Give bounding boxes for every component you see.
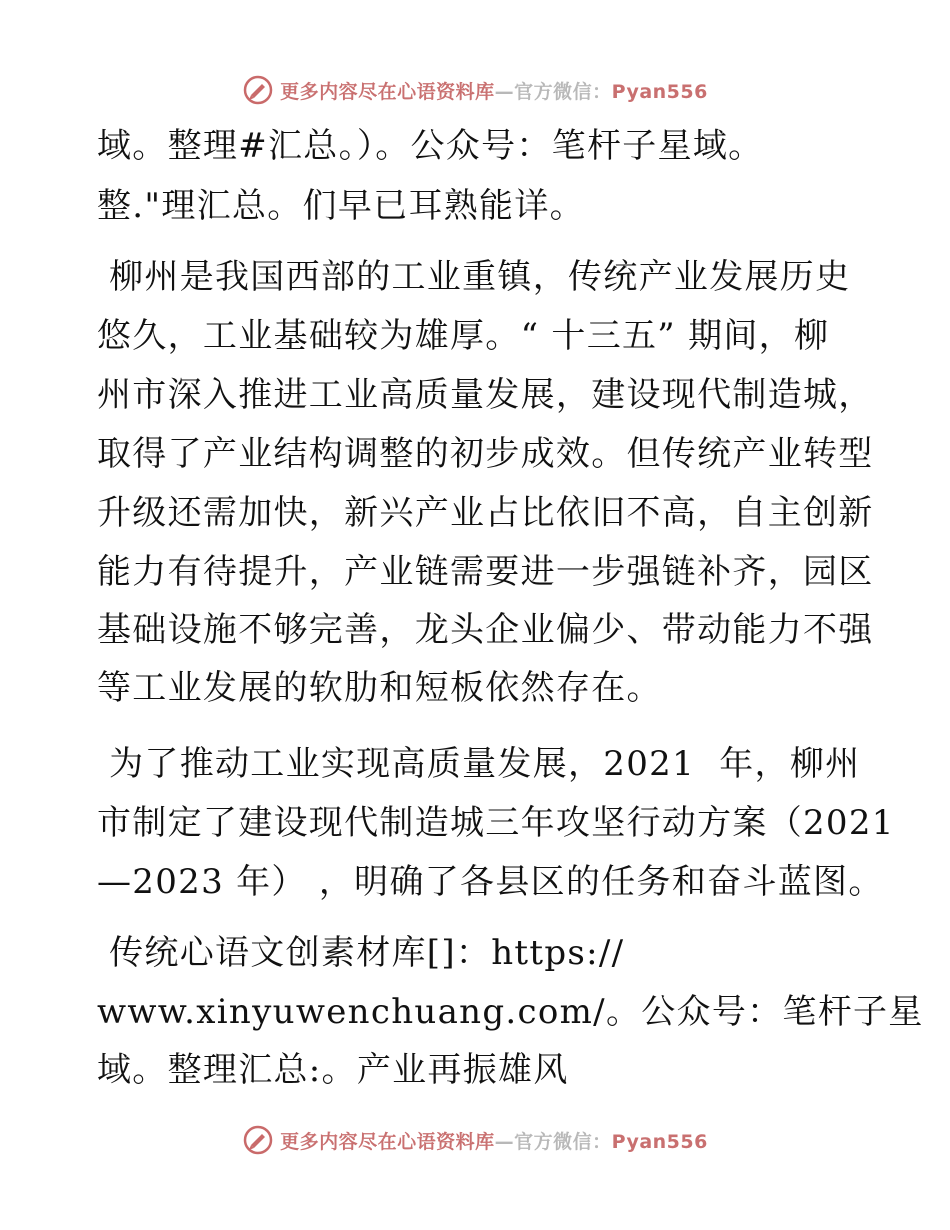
text-line-9: 基础设施不够完善，龙头企业偏少、带动能力不强 [97, 610, 874, 650]
text-line-1: 域。整理#汇总。）。公众号：笔杆子星域。 [97, 126, 764, 166]
text-line-5: 州市深入推进工业高质量发展，建设现代制造城， [97, 375, 874, 415]
brand-logo-icon [242, 1124, 274, 1156]
text-line-16: 域。整理汇总:。产业再振雄风 [97, 1050, 569, 1090]
footer-banner-sep: —官方微信： [494, 1130, 612, 1153]
text-line-8: 能力有待提升，产业链需要进一步强链补齐，园区 [97, 552, 874, 592]
header-banner-sep: —官方微信： [494, 80, 612, 103]
header-banner-id: Pyan556 [611, 80, 708, 103]
text-line-6: 取得了产业结构调整的初步成效。但传统产业转型 [97, 434, 874, 474]
header-watermark [0, 70, 950, 110]
text-line-3: 柳州是我国西部的工业重镇，传统产业发展历史 [97, 257, 851, 297]
text-line-13: —2023 年） ，明确了各县区的任务和奋斗蓝图。 [97, 862, 884, 902]
text-line-11: 为了推动工业实现高质量发展，2021 年，柳州 [97, 744, 861, 784]
text-line-15: www.xinyuwenchuang.com/。公众号：笔杆子星 [97, 992, 924, 1032]
footer-banner-main: 更多内容尽在心语资料库 [280, 1130, 495, 1153]
text-line-12: 市制定了建设现代制造城三年攻坚行动方案（2021 [97, 803, 895, 843]
header-banner-text [280, 77, 708, 104]
text-line-2: 整."理汇总。们早已耳熟能详。 [97, 186, 585, 226]
text-line-14: 传统心语文创素材库[]：https:// [97, 933, 625, 973]
footer-banner-id: Pyan556 [611, 1130, 708, 1153]
text-line-7: 升级还需加快，新兴产业占比依旧不高，自主创新 [97, 493, 874, 533]
footer-banner-text [280, 1127, 708, 1154]
text-line-4: 悠久，工业基础较为雄厚。“ 十三五” 期间，柳 [97, 316, 830, 356]
footer-watermark [0, 1120, 950, 1160]
text-line-10: 等工业发展的软肋和短板依然存在。 [97, 668, 662, 708]
brand-logo-icon [242, 74, 274, 106]
header-banner-main: 更多内容尽在心语资料库 [280, 80, 495, 103]
